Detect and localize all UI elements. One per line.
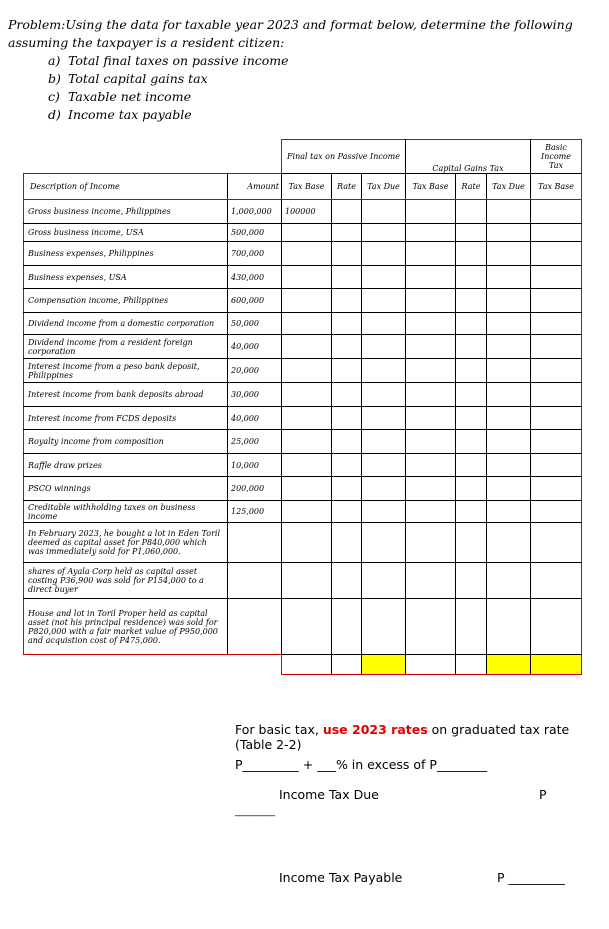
row-cgt-rate[interactable]	[456, 454, 487, 477]
row-basic-tax-base[interactable]	[531, 200, 582, 224]
row-tax-base[interactable]: 100000	[282, 200, 332, 224]
row-tax-due[interactable]	[362, 454, 406, 477]
col-basic-tax-base: Tax Base	[531, 174, 582, 200]
row-description: Raffle draw prizes	[24, 454, 228, 477]
row-rate[interactable]	[332, 501, 362, 523]
row-rate[interactable]	[332, 523, 362, 563]
problem-item-d: d) Income tax payable	[48, 107, 192, 122]
row-rate[interactable]	[332, 242, 362, 266]
total-cgt-rate[interactable]	[456, 655, 487, 675]
income-tax-payable-label: Income Tax Payable	[279, 870, 403, 885]
row-basic-tax-base[interactable]	[531, 430, 582, 454]
row-cgt-rate[interactable]	[456, 335, 487, 359]
row-tax-base[interactable]	[282, 383, 332, 407]
row-cgt-tax-due[interactable]	[487, 335, 531, 359]
row-cgt-rate[interactable]	[456, 289, 487, 313]
row-tax-base[interactable]	[282, 523, 332, 563]
row-tax-base[interactable]	[282, 407, 332, 430]
row-amount: 430,000	[228, 266, 282, 289]
table-row	[24, 407, 582, 430]
row-cgt-tax-base[interactable]	[406, 289, 456, 313]
row-tax-due[interactable]	[362, 313, 406, 335]
row-basic-tax-base[interactable]	[531, 477, 582, 501]
table-row	[24, 266, 582, 289]
row-description: In February 2023, he bought a lot in Eden Toril deemed as capital asset for P840,000 which was immediately sold for P1,060,000.	[24, 523, 228, 563]
row-description: Creditable withholding taxes on business income	[24, 501, 228, 523]
final-tax-group-header: Final tax on Passive Income	[282, 140, 406, 174]
row-cgt-tax-due[interactable]	[487, 599, 531, 655]
row-rate[interactable]	[332, 407, 362, 430]
row-basic-tax-base[interactable]	[531, 242, 582, 266]
row-rate[interactable]	[332, 335, 362, 359]
table-row	[24, 359, 582, 383]
total-final-tax-due[interactable]	[362, 655, 406, 675]
row-tax-base[interactable]	[282, 242, 332, 266]
row-tax-due[interactable]	[362, 599, 406, 655]
row-basic-tax-base[interactable]	[531, 454, 582, 477]
row-tax-base[interactable]	[282, 454, 332, 477]
row-amount: 40,000	[228, 335, 282, 359]
row-cgt-rate[interactable]	[456, 430, 487, 454]
basic-group-header: Basic Income Tax	[531, 140, 582, 174]
row-cgt-tax-base[interactable]	[406, 599, 456, 655]
income-tax-due-label: Income Tax Due	[279, 787, 379, 802]
row-rate[interactable]	[332, 313, 362, 335]
row-tax-base[interactable]	[282, 599, 332, 655]
table-row	[24, 454, 582, 477]
row-cgt-tax-base[interactable]	[406, 335, 456, 359]
row-amount: 600,000	[228, 289, 282, 313]
income-tax-payable-p: P _________	[497, 870, 565, 885]
row-amount: 30,000	[228, 383, 282, 407]
row-rate[interactable]	[332, 599, 362, 655]
row-cgt-tax-due[interactable]	[487, 523, 531, 563]
row-description: Gross business income, USA	[24, 224, 228, 242]
row-cgt-rate[interactable]	[456, 563, 487, 599]
row-basic-tax-base[interactable]	[531, 224, 582, 242]
row-tax-base[interactable]	[282, 266, 332, 289]
row-description: Interest income from a peso bank deposit, Philippines	[24, 359, 228, 383]
row-description: Compensation income, Philippines	[24, 289, 228, 313]
row-cgt-tax-due[interactable]	[487, 454, 531, 477]
row-rate[interactable]	[332, 477, 362, 501]
row-tax-due[interactable]	[362, 563, 406, 599]
table-row	[24, 224, 582, 242]
row-basic-tax-base[interactable]	[531, 313, 582, 335]
row-cgt-tax-base[interactable]	[406, 454, 456, 477]
row-cgt-tax-due[interactable]	[487, 359, 531, 383]
row-basic-tax-base[interactable]	[531, 335, 582, 359]
row-amount: 700,000	[228, 242, 282, 266]
row-cgt-tax-due[interactable]	[487, 242, 531, 266]
row-tax-due[interactable]	[362, 523, 406, 563]
row-tax-base[interactable]	[282, 430, 332, 454]
totals-row	[24, 655, 582, 675]
row-rate[interactable]	[332, 289, 362, 313]
row-amount: 500,000	[228, 224, 282, 242]
row-cgt-tax-base[interactable]	[406, 383, 456, 407]
row-rate[interactable]	[332, 359, 362, 383]
totals-blank-amount	[228, 655, 282, 675]
problem-item-c: c) Taxable net income	[48, 89, 191, 104]
row-rate[interactable]	[332, 200, 362, 224]
row-cgt-tax-base[interactable]	[406, 359, 456, 383]
row-rate[interactable]	[332, 563, 362, 599]
row-cgt-tax-base[interactable]	[406, 200, 456, 224]
row-tax-base[interactable]	[282, 359, 332, 383]
total-cgt-tax-due[interactable]	[487, 655, 531, 675]
row-tax-base[interactable]	[282, 335, 332, 359]
row-cgt-tax-base[interactable]	[406, 477, 456, 501]
row-cgt-rate[interactable]	[456, 599, 487, 655]
row-cgt-tax-base[interactable]	[406, 313, 456, 335]
row-amount: 25,000	[228, 430, 282, 454]
row-tax-due[interactable]	[362, 359, 406, 383]
total-rate[interactable]	[332, 655, 362, 675]
table-row	[24, 242, 582, 266]
row-amount: 1,000,000	[228, 200, 282, 224]
row-tax-due[interactable]	[362, 335, 406, 359]
row-rate[interactable]	[332, 224, 362, 242]
col-rate: Rate	[332, 174, 362, 200]
row-amount: 125,000	[228, 501, 282, 523]
row-cgt-tax-due[interactable]	[487, 407, 531, 430]
row-amount	[228, 563, 282, 599]
row-description: Dividend income from a domestic corporation	[24, 313, 228, 335]
row-rate[interactable]	[332, 383, 362, 407]
row-cgt-rate[interactable]	[456, 523, 487, 563]
row-cgt-rate[interactable]	[456, 407, 487, 430]
table-row	[24, 563, 582, 599]
row-cgt-tax-base[interactable]	[406, 563, 456, 599]
row-basic-tax-base[interactable]	[531, 359, 582, 383]
rates-highlight: use 2023 rates	[322, 722, 428, 737]
problem-intro: Problem:Using the data for taxable year 2023 and format below, determine the following assuming the taxpayer is a resident citizen:	[8, 17, 573, 50]
row-basic-tax-base[interactable]	[531, 266, 582, 289]
row-amount	[228, 599, 282, 655]
row-rate[interactable]	[332, 454, 362, 477]
row-description: Business expenses, Philippines	[24, 242, 228, 266]
row-cgt-rate[interactable]	[456, 266, 487, 289]
income-tax-due-blank: ________	[235, 806, 275, 817]
row-cgt-rate[interactable]	[456, 313, 487, 335]
problem-list	[8, 52, 598, 124]
col-description: Description of Income	[24, 174, 228, 200]
row-cgt-tax-due[interactable]	[487, 563, 531, 599]
row-tax-base[interactable]	[282, 289, 332, 313]
table-row	[24, 383, 582, 407]
row-basic-tax-base[interactable]	[531, 383, 582, 407]
row-tax-due[interactable]	[362, 200, 406, 224]
row-description: Royalty income from composition	[24, 430, 228, 454]
col-tax-base: Tax Base	[282, 174, 332, 200]
row-tax-base[interactable]	[282, 563, 332, 599]
row-cgt-rate[interactable]	[456, 383, 487, 407]
row-tax-due[interactable]	[362, 383, 406, 407]
table-row	[24, 335, 582, 359]
income-tax-due-p: P	[539, 787, 547, 802]
row-tax-base[interactable]	[282, 501, 332, 523]
row-cgt-rate[interactable]	[456, 242, 487, 266]
row-amount: 20,000	[228, 359, 282, 383]
row-cgt-rate[interactable]	[456, 200, 487, 224]
row-cgt-tax-base[interactable]	[406, 430, 456, 454]
problem-item-b: b) Total capital gains tax	[48, 71, 208, 86]
row-basic-tax-base[interactable]	[531, 407, 582, 430]
table-row	[24, 477, 582, 501]
row-cgt-rate[interactable]	[456, 224, 487, 242]
row-cgt-tax-due[interactable]	[487, 313, 531, 335]
table-row	[24, 523, 582, 563]
tax-table	[23, 139, 582, 675]
table-row	[24, 599, 582, 655]
row-tax-due[interactable]	[362, 242, 406, 266]
row-amount: 10,000	[228, 454, 282, 477]
table-row	[24, 313, 582, 335]
table-row	[24, 430, 582, 454]
row-tax-due[interactable]	[362, 477, 406, 501]
row-cgt-tax-due[interactable]	[487, 289, 531, 313]
row-tax-due[interactable]	[362, 501, 406, 523]
row-tax-base[interactable]	[282, 313, 332, 335]
row-cgt-rate[interactable]	[456, 501, 487, 523]
row-description: Business expenses, USA	[24, 266, 228, 289]
row-cgt-rate[interactable]	[456, 359, 487, 383]
row-cgt-tax-base[interactable]	[406, 224, 456, 242]
row-amount: 50,000	[228, 313, 282, 335]
row-tax-due[interactable]	[362, 407, 406, 430]
row-cgt-tax-due[interactable]	[487, 430, 531, 454]
cgt-group-header: Capital Gains Tax	[406, 140, 531, 174]
row-amount: 40,000	[228, 407, 282, 430]
row-basic-tax-base[interactable]	[531, 523, 582, 563]
row-description: Gross business income, Philippines	[24, 200, 228, 224]
row-tax-due[interactable]	[362, 224, 406, 242]
row-cgt-tax-due[interactable]	[487, 501, 531, 523]
total-basic-tax-base[interactable]	[531, 655, 582, 675]
col-tax-due: Tax Due	[362, 174, 406, 200]
row-description: shares of Ayala Corp held as capital asset costing P36,900 was sold for P154,000 to a direct buyer	[24, 563, 228, 599]
total-tax-base[interactable]	[282, 655, 332, 675]
row-description: PSCO winnings	[24, 477, 228, 501]
tax-formula: P_________ + ___% in excess of P________	[235, 757, 487, 772]
table-row	[24, 200, 582, 224]
row-cgt-tax-due[interactable]	[487, 477, 531, 501]
total-cgt-tax-base[interactable]	[406, 655, 456, 675]
row-cgt-tax-base[interactable]	[406, 501, 456, 523]
row-cgt-tax-due[interactable]	[487, 224, 531, 242]
row-tax-due[interactable]	[362, 289, 406, 313]
row-cgt-rate[interactable]	[456, 477, 487, 501]
totals-blank	[24, 655, 228, 675]
problem-item-a: a) Total final taxes on passive income	[48, 53, 289, 68]
row-tax-due[interactable]	[362, 266, 406, 289]
col-cgt-tax-base: Tax Base	[406, 174, 456, 200]
row-rate[interactable]	[332, 430, 362, 454]
row-cgt-tax-base[interactable]	[406, 266, 456, 289]
problem-statement	[8, 16, 598, 124]
row-cgt-tax-base[interactable]	[406, 523, 456, 563]
row-basic-tax-base[interactable]	[531, 599, 582, 655]
row-cgt-tax-base[interactable]	[406, 407, 456, 430]
row-cgt-tax-due[interactable]	[487, 200, 531, 224]
row-cgt-tax-base[interactable]	[406, 242, 456, 266]
col-cgt-rate: Rate	[456, 174, 487, 200]
row-description: Interest income from FCDS deposits	[24, 407, 228, 430]
row-basic-tax-base[interactable]	[531, 501, 582, 523]
row-amount: 200,000	[228, 477, 282, 501]
row-basic-tax-base[interactable]	[531, 563, 582, 599]
row-amount	[228, 523, 282, 563]
row-tax-base[interactable]	[282, 477, 332, 501]
row-tax-due[interactable]	[362, 430, 406, 454]
row-basic-tax-base[interactable]	[531, 289, 582, 313]
col-cgt-tax-due: Tax Due	[487, 174, 531, 200]
row-rate[interactable]	[332, 266, 362, 289]
row-description: House and lot in Toril Proper held as capital asset (not his principal residence) was sold for P820,000 with a fair market value of P950,000 and acquistion cost of P475,000.	[24, 599, 228, 655]
row-tax-base[interactable]	[282, 224, 332, 242]
table-row	[24, 501, 582, 523]
row-description: Interest income from bank deposits abroad	[24, 383, 228, 407]
row-cgt-tax-due[interactable]	[487, 383, 531, 407]
row-description: Dividend income from a resident foreign corporation	[24, 335, 228, 359]
col-amount: Amount	[228, 174, 282, 200]
row-cgt-tax-due[interactable]	[487, 266, 531, 289]
table-row	[24, 289, 582, 313]
basic-tax-note: For basic tax, use 2023 rates on graduated tax rate (Table 2-2)	[235, 722, 570, 752]
